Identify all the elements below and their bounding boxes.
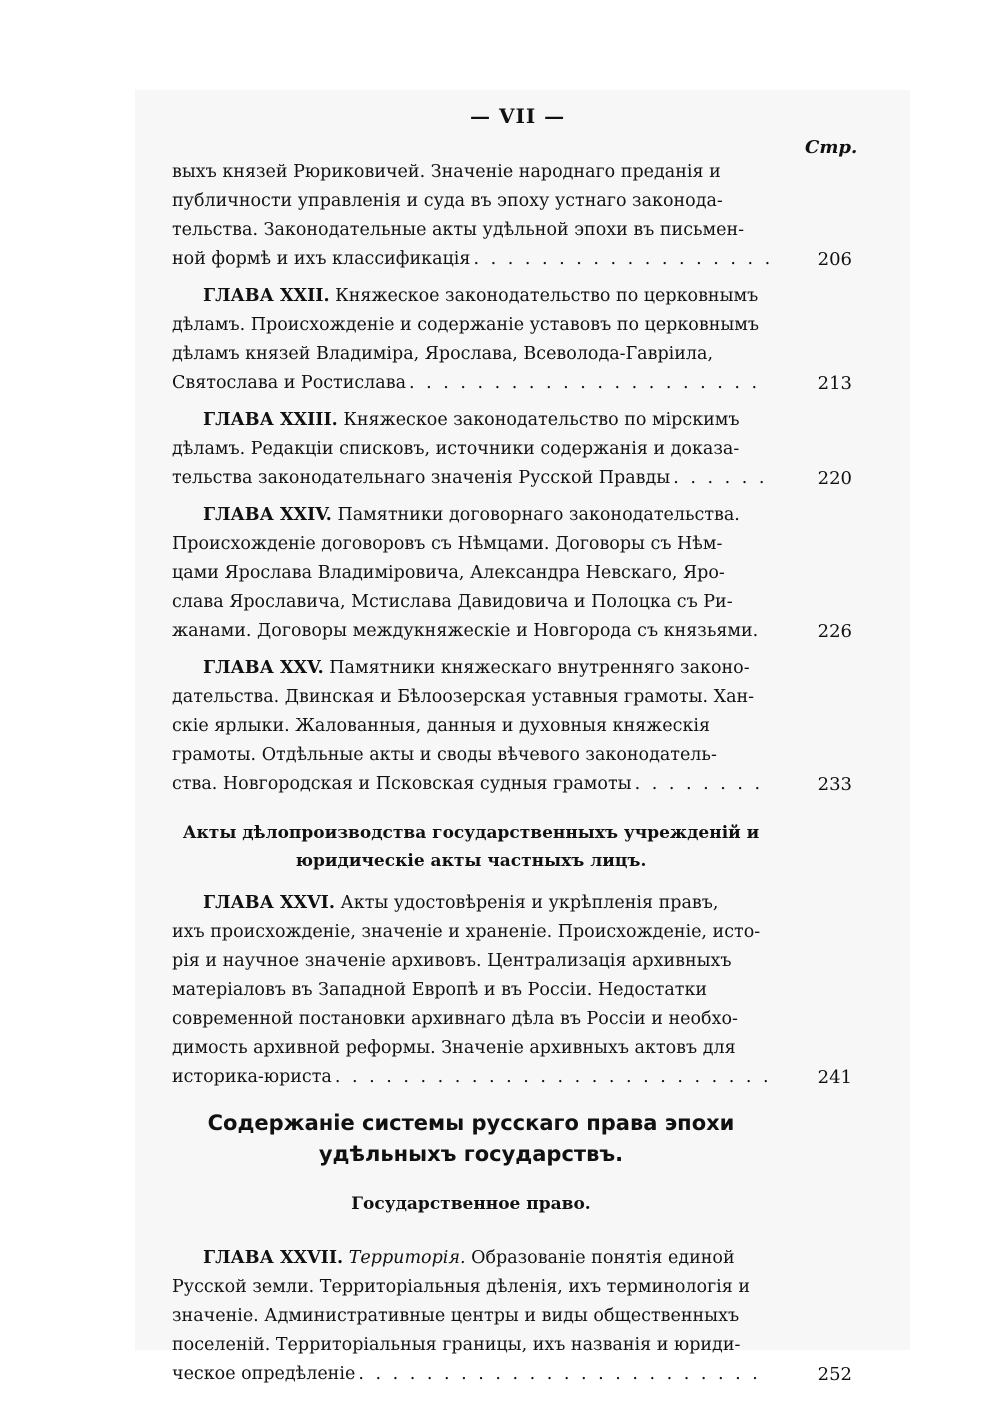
chapter-label: ГЛАВА XXIII.: [203, 410, 338, 430]
page-number: 233: [817, 774, 852, 795]
page-number: 206: [817, 249, 852, 270]
chapter-label: ГЛАВА XXVII.: [203, 1248, 344, 1268]
chapter-label: ГЛАВА XXII.: [203, 286, 330, 306]
entry-last-line: ства. Новгородская и Псковская судныя грамоты: [172, 774, 632, 794]
entry-last-line: тельства законодательнаго значенія Русской Правды: [172, 468, 671, 488]
page-number: 226: [817, 621, 852, 642]
entry-line: ихъ происхожденіе, значеніе и храненіе. Происхожденіе, исто-: [172, 922, 761, 942]
leader-dots: [635, 770, 770, 799]
toc-entry-continuation: [172, 158, 852, 274]
page-column-label: Стр.: [805, 137, 858, 158]
leader-dots: [409, 369, 770, 398]
entry-line: Происхожденіе договоровъ съ Нѣмцами. Договоры съ Нѣм-: [172, 534, 723, 554]
entry-line: грамоты. Отдѣльные акты и своды вѣчевого законодатель-: [172, 745, 717, 765]
leader-dots: [335, 1063, 770, 1092]
part-heading: Содержаніе системы русскаго права эпохи удѣльныхъ государствъ.: [207, 1111, 735, 1166]
entry-line: публичности управленія и суда въ эпоху устнаго законода-: [172, 191, 723, 211]
entry-line: слава Ярославича, Мстислава Давидовича и Полоцка съ Ри-: [172, 592, 733, 612]
leader-dots: [473, 245, 770, 274]
entry-line: скіе ярлыки. Жалованныя, данныя и духовныя княжескія: [172, 716, 711, 736]
page-number: 252: [817, 1364, 852, 1385]
entry-line: современной постановки архивнаго дѣла въ Россіи и необхо-: [172, 1009, 738, 1029]
toc-entry-chapter-25: [172, 654, 852, 799]
entry-last-line: Святослава и Ростислава: [172, 373, 407, 393]
leader-dots: [673, 464, 770, 493]
toc-entry-chapter-26: [172, 889, 852, 1092]
entry-line: дѣламъ. Происхожденіе и содержаніе уставовъ по церковнымъ: [172, 315, 760, 335]
entry-line: Русской земли. Территоріальныя дѣленія, ихъ терминологія и: [172, 1277, 751, 1297]
entry-line: цами Ярослава Владиміровича, Александра Невскаго, Яро-: [172, 563, 725, 583]
page-number: 241: [817, 1067, 852, 1088]
table-of-contents: [172, 158, 852, 1397]
page-number: 220: [817, 468, 852, 489]
section-heading: Акты дѣлопроизводства государственныхъ учрежденій и юридическіе акты частныхъ лицъ.: [182, 823, 760, 871]
chapter-label: ГЛАВА XXV.: [203, 658, 324, 678]
toc-entry-chapter-22: [172, 282, 852, 398]
entry-last-line: жанами. Договоры междукняжескіе и Новгорода съ князьями.: [172, 621, 759, 641]
entry-line: Образованіе понятія единой: [471, 1248, 735, 1268]
entry-line: дѣламъ князей Владиміра, Ярослава, Всеволода-Гавріила,: [172, 344, 714, 364]
leader-dots: [358, 1360, 770, 1389]
toc-entry-chapter-24: [172, 501, 852, 646]
entry-line: Акты удостовѣренія и укрѣпленія правъ,: [340, 893, 719, 913]
entry-last-line: историка-юриста: [172, 1067, 332, 1087]
toc-entry-chapter-27: [172, 1244, 852, 1389]
entry-line: Памятники договорнаго законодательства.: [337, 505, 740, 525]
toc-entry-chapter-23: [172, 406, 852, 493]
entry-line: значеніе. Административные центры и виды общественныхъ: [172, 1306, 740, 1326]
running-head: — VII —: [470, 104, 566, 128]
entry-line: дательства. Двинская и Бѣлоозерская уставныя грамоты. Хан-: [172, 687, 755, 707]
entry-line: Княжеское законодательство по мірскимъ: [343, 410, 740, 430]
chapter-title: Территорія.: [348, 1248, 466, 1268]
subsection-heading: Государственное право.: [351, 1194, 591, 1214]
entry-last-line: ческое опредѣленіе: [172, 1364, 356, 1384]
entry-last-line: ной формѣ и ихъ классификація: [172, 249, 471, 269]
entry-line: димость архивной реформы. Значеніе архивныхъ актовъ для: [172, 1038, 736, 1058]
entry-line: Памятники княжескаго внутренняго законо-: [329, 658, 750, 678]
chapter-label: ГЛАВА XXIV.: [203, 505, 332, 525]
entry-line: выхъ князей Рюриковичей. Значеніе народнаго преданія и: [172, 162, 721, 182]
entry-line: дѣламъ. Редакціи списковъ, источники содержанія и доказа-: [172, 439, 740, 459]
entry-line: тельства. Законодательные акты удѣльной эпохи въ письмен-: [172, 220, 745, 240]
entry-line: поселеній. Территоріальныя границы, ихъ названія и юриди-: [172, 1335, 741, 1355]
entry-line: рія и научное значеніе архивовъ. Централизація архивныхъ: [172, 951, 732, 971]
entry-line: матеріаловъ въ Западной Европѣ и въ Россіи. Недостатки: [172, 980, 708, 1000]
chapter-label: ГЛАВА XXVI.: [203, 893, 335, 913]
entry-line: Княжеское законодательство по церковнымъ: [335, 286, 759, 306]
page-number: 213: [817, 373, 852, 394]
